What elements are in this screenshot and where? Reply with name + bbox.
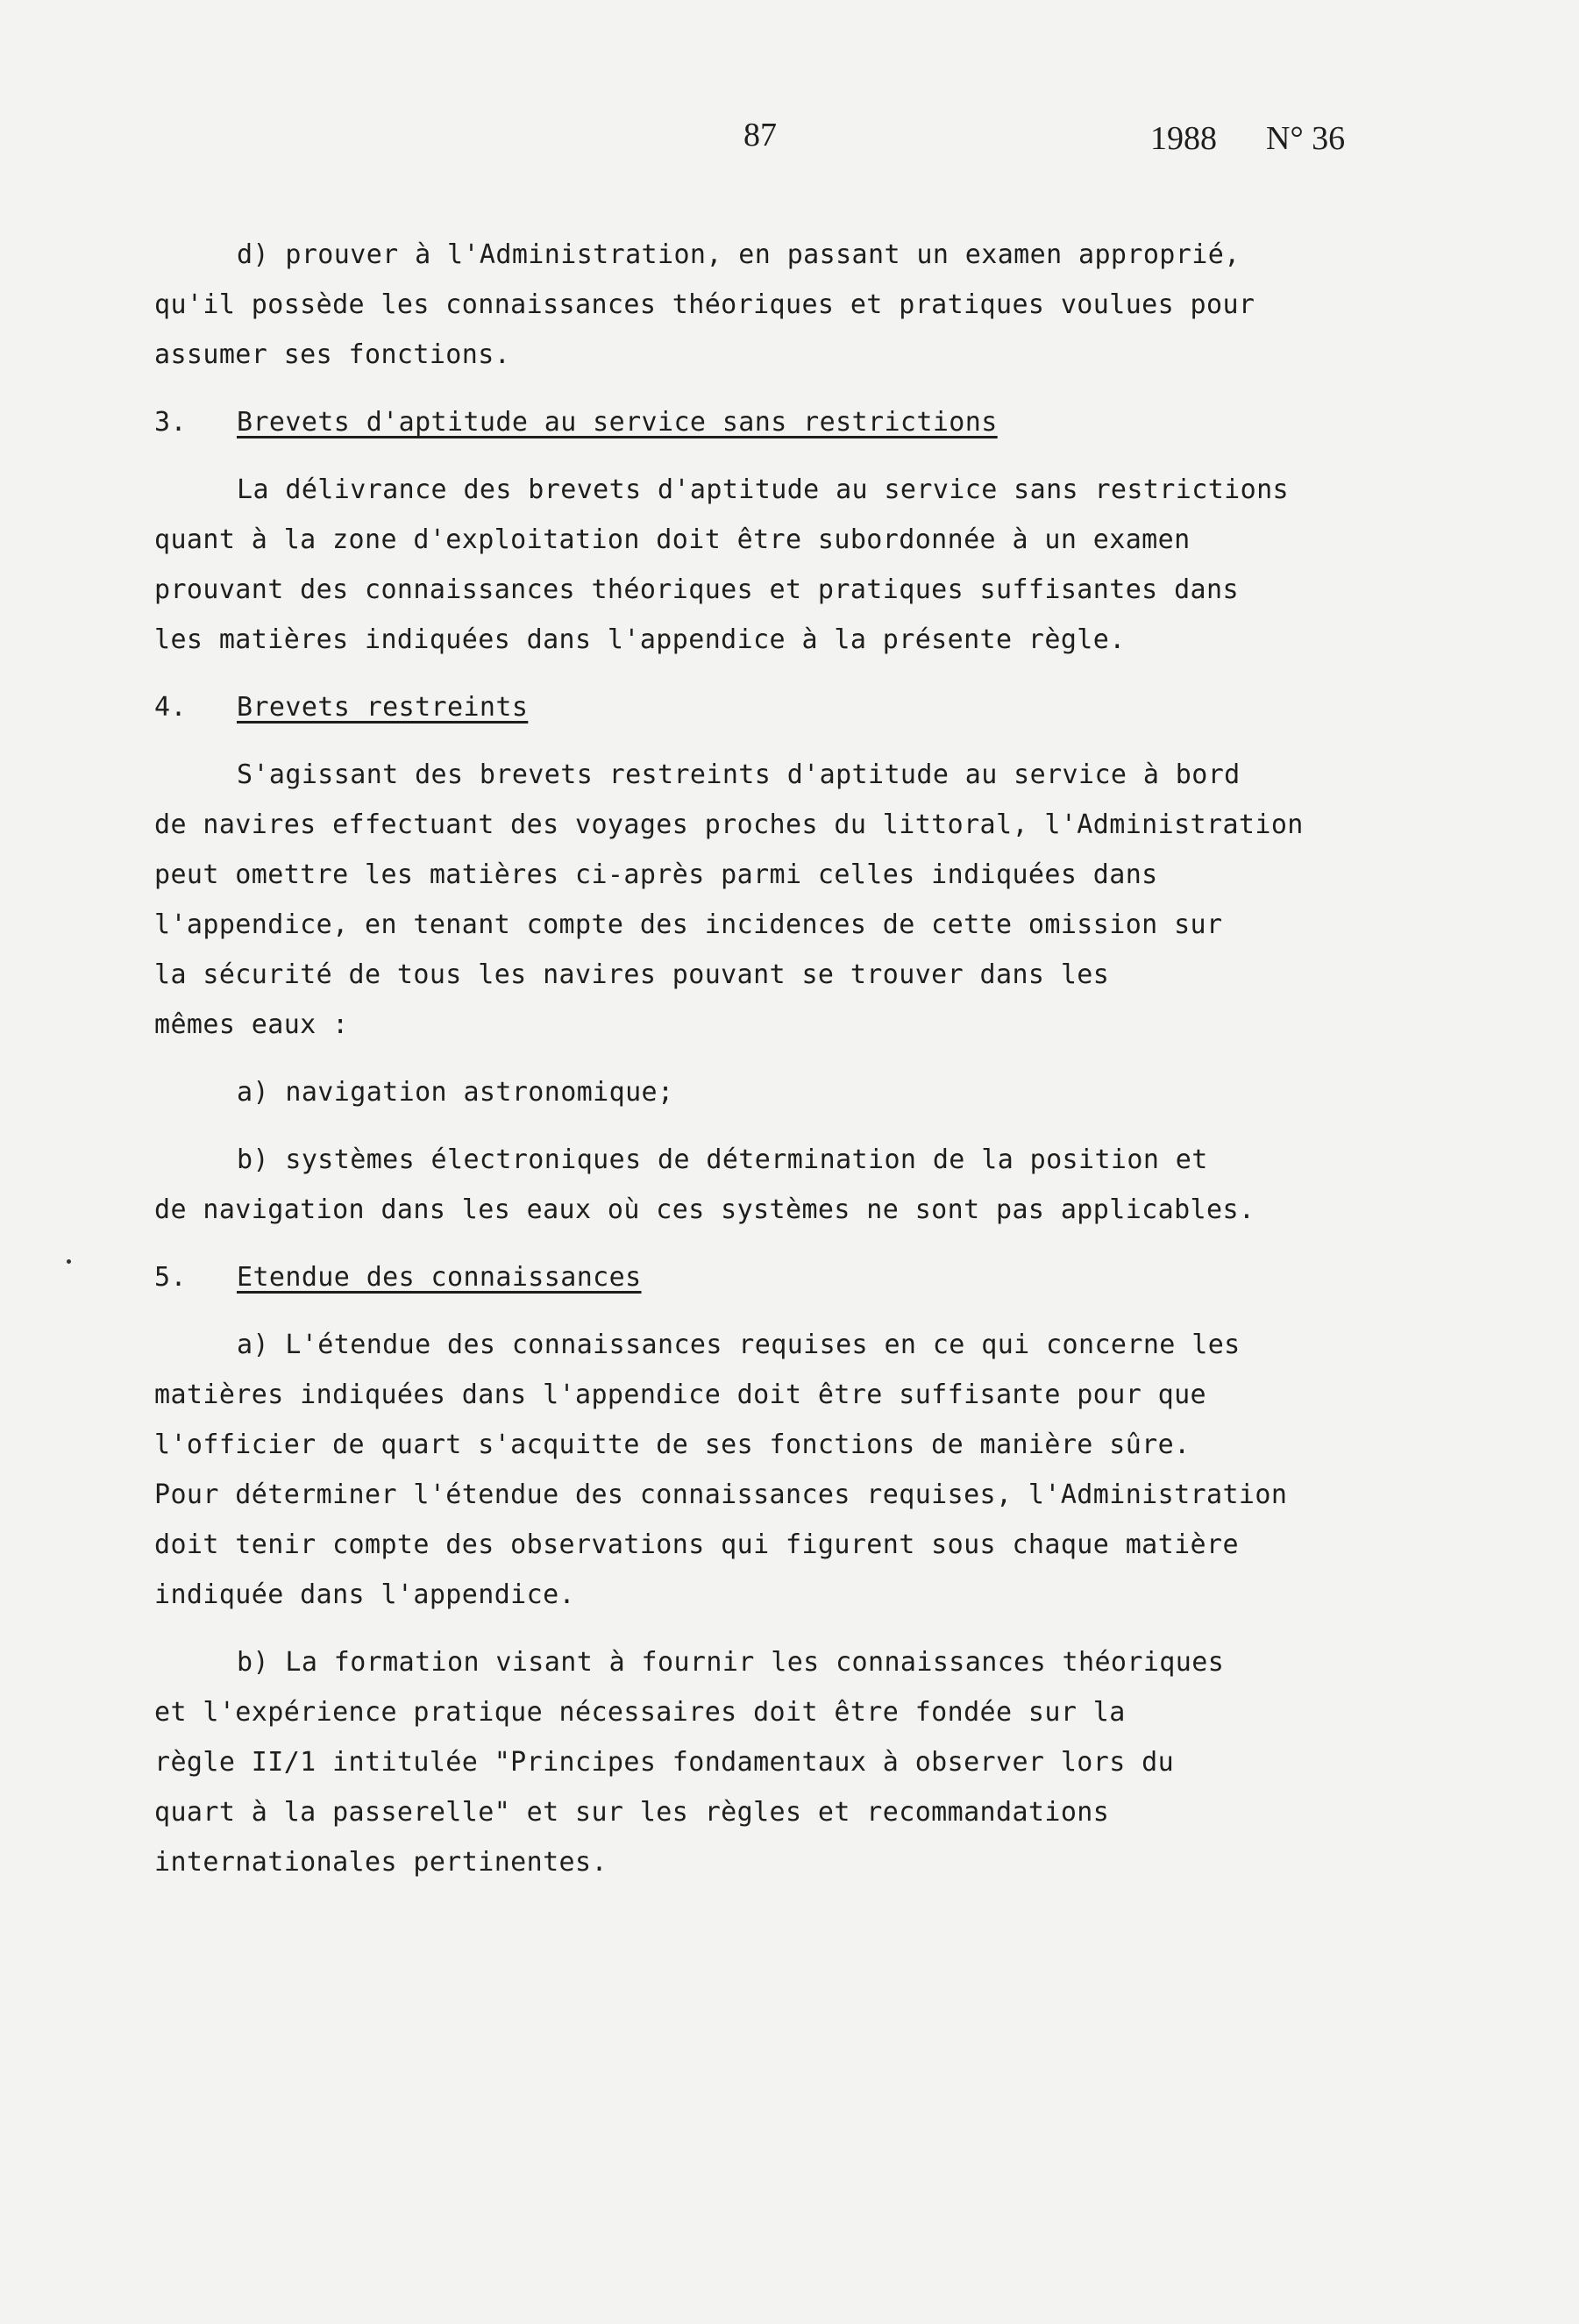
section-5-item-b <box>154 1637 1329 1887</box>
page-header <box>0 116 1579 168</box>
text-line: internationales pertinentes. <box>154 1847 608 1878</box>
paragraph-d <box>154 230 1329 380</box>
text-line: qu'il possède les connaissances théoriques et pratiques voulues pour <box>154 289 1255 320</box>
text-line: quant à la zone d'exploitation doit être subordonnée à un examen <box>154 524 1191 555</box>
text-line: matières indiquées dans l'appendice doit être suffisante pour que <box>154 1379 1206 1410</box>
text-line: de navires effectuant des voyages proches du littoral, l'Administration <box>154 809 1304 840</box>
section-heading-4 <box>154 682 1329 732</box>
section-number: 3. <box>154 407 187 438</box>
text-line: d) prouver à l'Administration, en passant un examen approprié, <box>237 239 1241 270</box>
text-line: Pour déterminer l'étendue des connaissances requises, l'Administration <box>154 1479 1288 1510</box>
section-number: 4. <box>154 692 187 723</box>
text-line: la sécurité de tous les navires pouvant se trouver dans les <box>154 959 1110 990</box>
document-year: 1988 <box>1150 120 1217 157</box>
text-line: La délivrance des brevets d'aptitude au service sans restrictions <box>237 474 1289 505</box>
page-number: 87 <box>743 117 777 153</box>
text-line: règle II/1 intitulée "Principes fondamentaux à observer lors du <box>154 1747 1175 1778</box>
section-title: Brevets restreints <box>237 692 529 723</box>
text-line: indiquée dans l'appendice. <box>154 1579 575 1610</box>
section-5-item-a <box>154 1320 1329 1620</box>
document-body <box>154 230 1329 1905</box>
text-line: assumer ses fonctions. <box>154 339 511 370</box>
text-line: de navigation dans les eaux où ces systèmes ne sont pas applicables. <box>154 1194 1255 1225</box>
text-line: a) L'étendue des connaissances requises en ce qui concerne les <box>237 1330 1241 1360</box>
section-title: Brevets d'aptitude au service sans restrictions <box>237 407 998 438</box>
text-line: b) systèmes électroniques de détermination de la position et <box>237 1144 1208 1175</box>
text-line: b) La formation visant à fournir les connaissances théoriques <box>237 1647 1225 1678</box>
text-line: doit tenir compte des observations qui figurent sous chaque matière <box>154 1529 1239 1560</box>
document-issue-number: N° 36 <box>1266 120 1346 157</box>
text-line: quart à la passerelle" et sur les règles et recommandations <box>154 1797 1110 1828</box>
text-line: a) navigation astronomique; <box>237 1077 674 1108</box>
section-heading-3 <box>154 397 1329 447</box>
text-line: l'appendice, en tenant compte des incidences de cette omission sur <box>154 909 1223 940</box>
text-line: l'officier de quart s'acquitte de ses fonctions de manière sûre. <box>154 1429 1191 1460</box>
section-number: 5. <box>154 1262 187 1293</box>
section-heading-5 <box>154 1252 1329 1302</box>
margin-mark <box>67 1259 71 1264</box>
text-line: prouvant des connaissances théoriques et pratiques suffisantes dans <box>154 574 1239 605</box>
text-line: et l'expérience pratique nécessaires doit être fondée sur la <box>154 1697 1126 1728</box>
text-line: les matières indiquées dans l'appendice à la présente règle. <box>154 624 1126 655</box>
text-line: mêmes eaux : <box>154 1009 349 1040</box>
section-4-item-a <box>154 1067 1329 1117</box>
section-4-paragraph <box>154 750 1329 1050</box>
section-title: Etendue des connaissances <box>237 1262 642 1293</box>
text-line: peut omettre les matières ci-après parmi celles indiquées dans <box>154 859 1158 890</box>
text-line: S'agissant des brevets restreints d'aptitude au service à bord <box>237 759 1241 790</box>
section-3-paragraph <box>154 465 1329 665</box>
section-4-item-b <box>154 1135 1329 1235</box>
